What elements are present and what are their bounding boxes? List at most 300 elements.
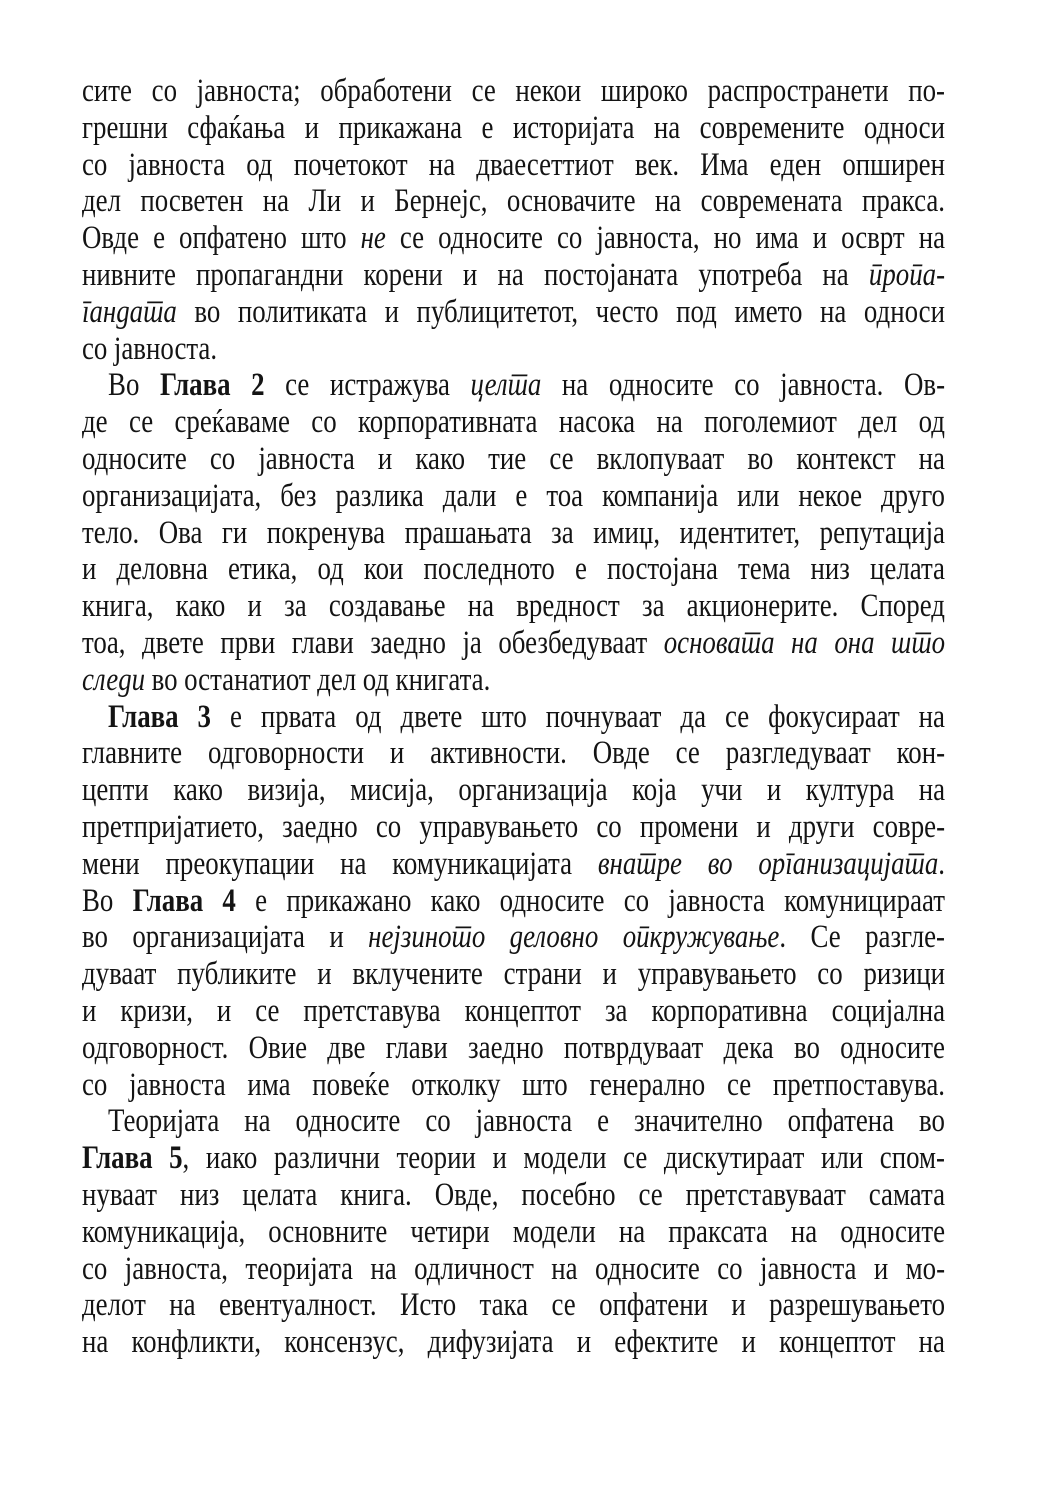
word: и: [389, 735, 405, 772]
word: тема: [738, 551, 791, 588]
word: дел: [858, 404, 898, 441]
word: корени: [363, 256, 443, 293]
text-line: [82, 1324, 945, 1361]
word: на: [467, 588, 495, 625]
word: на: [244, 1103, 271, 1140]
word: на: [551, 1250, 578, 1287]
word: и: [576, 1324, 592, 1361]
word: и: [317, 956, 332, 993]
word: односите: [438, 220, 543, 257]
word: се: [638, 1176, 663, 1213]
word: по-: [908, 73, 946, 109]
word: публиките: [177, 956, 297, 993]
word: во: [82, 919, 108, 956]
word: век.: [634, 146, 680, 183]
word: она: [834, 624, 875, 661]
word: како: [430, 882, 481, 919]
word: вклучените: [352, 956, 483, 993]
word: пракса.: [862, 183, 946, 220]
word: нејзиното: [368, 919, 486, 956]
word: односите: [595, 1250, 700, 1287]
word: и: [82, 551, 97, 588]
word: и: [377, 440, 393, 477]
word: вредност: [516, 588, 620, 625]
word: етика,: [228, 551, 298, 588]
word: дифузијата: [427, 1324, 554, 1361]
word: кризи,: [120, 992, 193, 1029]
word: Глава: [132, 882, 204, 919]
word: обезбедуваат: [498, 624, 648, 661]
text-line: [82, 1214, 945, 1251]
word: разгле-: [865, 919, 946, 956]
word: ја: [462, 624, 482, 661]
word: глави: [385, 1029, 448, 1066]
word: за: [551, 514, 574, 551]
word: што: [891, 624, 946, 661]
word: и: [304, 109, 320, 146]
word: Според: [860, 588, 945, 625]
word: комуникацијата: [392, 845, 573, 882]
text-line: [82, 883, 945, 920]
word: на: [82, 1324, 109, 1361]
word: тоа: [546, 477, 584, 514]
text-line: [82, 956, 945, 993]
word: и: [247, 588, 262, 625]
word: Глава: [82, 1140, 153, 1177]
word: еден: [769, 146, 822, 183]
word: некои: [515, 73, 582, 109]
word: модели: [512, 1213, 596, 1250]
word: почнуваат: [545, 698, 662, 735]
word: е: [255, 882, 268, 919]
text-line: [82, 625, 945, 662]
word: опширен: [842, 146, 945, 183]
word: концептот: [464, 992, 581, 1029]
word: двете: [400, 698, 463, 735]
word: така: [479, 1287, 529, 1324]
word: се: [128, 404, 154, 441]
word: на: [656, 404, 683, 441]
word: со: [623, 882, 650, 919]
word: јавноста: [668, 882, 765, 919]
word: во: [151, 661, 178, 698]
word: посебно: [521, 1176, 616, 1213]
word: во: [194, 293, 221, 330]
word: тоа,: [82, 624, 126, 661]
word: на: [262, 183, 290, 220]
word: на: [340, 845, 367, 882]
word: односите: [840, 1213, 946, 1250]
text-line: [82, 699, 945, 736]
text-line: [82, 183, 945, 220]
word: е: [481, 109, 494, 146]
word: корпоративна: [651, 992, 808, 1029]
word: Глава: [160, 367, 231, 404]
text-line: [82, 367, 945, 404]
word: во: [747, 440, 774, 477]
word: на: [918, 698, 945, 735]
word: на: [918, 1324, 945, 1361]
text-line: [82, 257, 945, 294]
word: од: [355, 698, 382, 735]
word: вклопуваат: [596, 440, 725, 477]
word: дел: [82, 183, 122, 220]
word: на: [618, 1213, 646, 1250]
word: Во: [108, 367, 140, 404]
word: дека: [723, 1029, 774, 1066]
word: со: [734, 367, 760, 404]
word: односите: [608, 367, 714, 404]
word: на: [918, 440, 945, 477]
word: прикажана: [338, 109, 463, 146]
text-line: [82, 1177, 945, 1214]
word: компанија: [602, 477, 719, 514]
word: Има: [700, 146, 749, 183]
word: која: [632, 772, 677, 809]
word: јавноста.: [113, 330, 218, 367]
word: има: [247, 1066, 291, 1103]
word: ефектите: [614, 1324, 719, 1361]
word: Теоријата: [108, 1103, 220, 1140]
word: опфатено: [179, 220, 287, 257]
word: пропагандни: [196, 256, 344, 293]
word: покренува: [266, 514, 386, 551]
word: мени: [82, 845, 140, 882]
word: Овде: [592, 735, 650, 772]
word: отколку: [411, 1066, 501, 1103]
word: со: [82, 330, 108, 367]
word: цепти: [82, 772, 149, 809]
text-line: [82, 993, 945, 1030]
word: на: [169, 1287, 196, 1324]
text-line: [82, 551, 945, 588]
word: односи: [863, 109, 946, 146]
word: за: [641, 588, 665, 625]
word: самата: [868, 1176, 946, 1213]
word: создавање: [328, 588, 446, 625]
word: распространети: [707, 73, 889, 109]
word: акционерите.: [686, 588, 839, 625]
word: на: [820, 293, 847, 330]
word: учи: [701, 772, 743, 809]
word: и: [602, 956, 617, 993]
word: често: [595, 293, 659, 330]
paragraph: [82, 1103, 945, 1361]
word: со: [209, 440, 236, 477]
word: со: [82, 146, 108, 183]
word: од: [246, 146, 273, 183]
word: основните: [268, 1213, 388, 1250]
text-line: [82, 110, 945, 147]
text-line: [82, 515, 945, 552]
text-line: [82, 735, 945, 772]
text-line: [82, 1103, 945, 1140]
text-line: [82, 1251, 945, 1288]
word: или: [821, 1140, 864, 1177]
word: кон-: [896, 735, 946, 772]
word: и: [731, 1287, 746, 1324]
word: јавноста: [128, 146, 226, 183]
word: друго: [881, 477, 945, 514]
word: јавноста: [475, 1103, 573, 1140]
word: Глава: [108, 698, 179, 735]
word: Ов-: [903, 367, 946, 404]
word: Ова: [158, 514, 203, 551]
text-run: .: [779, 919, 787, 956]
word: односите: [82, 440, 187, 477]
word: на: [561, 367, 589, 404]
word: Овде,: [434, 1176, 499, 1213]
word: активности.: [430, 735, 567, 772]
text-line: [82, 588, 945, 625]
word: јавноста,: [124, 1250, 228, 1287]
word: други: [788, 808, 855, 845]
word: и: [741, 1324, 756, 1361]
word: што: [301, 220, 347, 257]
word: дали: [442, 477, 497, 514]
word: е: [597, 1103, 610, 1140]
text-line: [82, 1140, 945, 1177]
text-line: [82, 331, 945, 368]
word: контекст: [796, 440, 896, 477]
word: односите: [840, 1029, 945, 1066]
word: и: [384, 293, 400, 330]
text-line: [82, 220, 945, 257]
word: гандата: [82, 293, 177, 330]
word: и: [462, 256, 478, 293]
text-block: [82, 73, 945, 1361]
word: комуникација,: [82, 1213, 246, 1250]
word: истражува: [329, 367, 450, 404]
word: кои: [363, 551, 404, 588]
text-line: [82, 1067, 945, 1104]
word: се: [549, 440, 574, 477]
word: осврт: [841, 220, 905, 257]
word: на: [654, 183, 682, 220]
word: претставува: [303, 992, 441, 1029]
text-line: [82, 662, 945, 699]
word: модели: [523, 1140, 607, 1177]
word: дваесеттиот: [476, 146, 614, 183]
word: и: [766, 772, 782, 809]
word: претпоставува.: [772, 1066, 945, 1103]
word: прикажано: [286, 882, 412, 919]
word: 3: [197, 698, 211, 735]
word: одговорност.: [82, 1029, 229, 1066]
word: различни: [273, 1140, 380, 1177]
word: заедно: [282, 808, 358, 845]
word: идентитет,: [679, 514, 801, 551]
text-run: ,: [182, 1140, 190, 1177]
word: и: [873, 1250, 889, 1287]
word: јавноста.: [780, 367, 884, 404]
word: на: [918, 220, 946, 257]
word: на: [791, 624, 818, 661]
word: одличност: [414, 1250, 534, 1287]
word: две: [327, 1029, 366, 1066]
text-line: [82, 294, 945, 331]
word: публицитетот,: [416, 293, 579, 330]
word: Се: [810, 919, 841, 956]
word: низ: [180, 1176, 220, 1213]
word: и: [216, 992, 232, 1029]
word: јавноста: [129, 1066, 226, 1103]
word: сите: [82, 73, 132, 109]
word: во: [919, 1103, 945, 1140]
word: со: [375, 808, 402, 845]
word: опкружување.: [622, 919, 787, 956]
word: преокупации: [165, 845, 315, 882]
word: од: [362, 661, 390, 698]
word: претставуваат: [685, 1176, 846, 1213]
word: низ: [810, 551, 850, 588]
word: историјата: [512, 109, 635, 146]
word: потврдуваат: [563, 1029, 704, 1066]
word: и: [812, 220, 828, 257]
word: генерално: [589, 1066, 706, 1103]
word: на: [370, 1250, 397, 1287]
word: јавноста: [258, 440, 355, 477]
word: грешни: [82, 109, 168, 146]
word: Ли: [308, 183, 342, 220]
word: нивните: [82, 256, 176, 293]
word: прашањата: [404, 514, 532, 551]
word: од: [918, 404, 945, 441]
word: или: [737, 477, 780, 514]
word: корпоративната: [358, 404, 538, 441]
word: Овие: [248, 1029, 308, 1066]
word: главните: [82, 735, 183, 772]
word: концептот: [779, 1324, 896, 1361]
word: разлика: [335, 477, 424, 514]
word: со: [817, 956, 843, 993]
word: мисија,: [350, 772, 434, 809]
word: управувањето: [637, 956, 797, 993]
word: што: [481, 698, 527, 735]
text-line: [82, 919, 945, 956]
word: фокусираат: [768, 698, 900, 735]
word: промени: [639, 808, 739, 845]
word: политиката: [237, 293, 368, 330]
word: да: [680, 698, 706, 735]
word: Во: [82, 882, 114, 919]
word: со: [556, 220, 583, 257]
word: и: [329, 919, 344, 956]
word: сфаќања: [187, 109, 286, 146]
word: организација: [458, 772, 608, 809]
word: се: [726, 1066, 752, 1103]
word: совре-: [872, 808, 946, 845]
word: во: [793, 1029, 820, 1066]
word: се: [623, 1140, 648, 1177]
paragraph: [82, 699, 945, 1104]
word: под: [676, 293, 717, 330]
word: теории: [396, 1140, 476, 1177]
word: јавноста,: [596, 220, 700, 257]
word: е: [574, 551, 587, 588]
paragraph: [82, 367, 945, 698]
word: организацијата.: [758, 845, 946, 882]
text-line: [82, 1030, 945, 1067]
word: со: [82, 1066, 108, 1103]
word: тие: [488, 440, 527, 477]
word: социјална: [831, 992, 946, 1029]
word: за: [604, 992, 628, 1029]
word: репутација: [819, 514, 945, 551]
word: и: [82, 992, 97, 1029]
word: посветен: [140, 183, 244, 220]
word: евентуалност.: [218, 1287, 377, 1324]
word: мо-: [905, 1250, 946, 1287]
word: организацијата,: [82, 477, 262, 514]
word: книга,: [82, 588, 154, 625]
word: од: [317, 551, 344, 588]
word: јавноста;: [196, 73, 301, 109]
word: де: [82, 404, 108, 441]
word: ги: [221, 514, 248, 551]
word: со: [717, 1250, 743, 1287]
word: односите: [499, 882, 605, 919]
word: се: [675, 735, 700, 772]
word: името: [734, 293, 803, 330]
word: Овде: [82, 220, 140, 257]
word: дискутираат: [663, 1140, 805, 1177]
word: со: [151, 73, 178, 109]
word: праксата: [668, 1213, 768, 1250]
word: пропа-: [868, 256, 946, 293]
word: основачите: [506, 183, 636, 220]
word: се: [471, 73, 496, 109]
word: со: [425, 1103, 451, 1140]
word: со: [596, 808, 622, 845]
word: како: [173, 772, 223, 809]
word: 2: [251, 367, 265, 404]
word: и: [360, 183, 375, 220]
word: односи: [863, 293, 946, 330]
word: постојаната: [543, 256, 679, 293]
word: како: [175, 588, 226, 625]
word: деловна: [116, 551, 208, 588]
word: значително: [634, 1103, 763, 1140]
word: поголемиот: [704, 404, 837, 441]
word: е: [229, 698, 242, 735]
word: јавноста: [759, 1250, 857, 1287]
word: современите: [699, 109, 845, 146]
word: целта: [470, 367, 542, 404]
text-run: .: [938, 845, 946, 882]
word: ризици: [863, 956, 946, 993]
word: среќаваме: [174, 404, 290, 441]
word: внатре: [597, 845, 682, 882]
word: останатиот: [184, 661, 311, 698]
word: имиџ,: [593, 514, 661, 551]
word: консензус,: [284, 1324, 405, 1361]
word: комуницираат: [784, 882, 946, 919]
text-line: [82, 441, 945, 478]
word: почетокот: [293, 146, 408, 183]
word: не: [360, 220, 386, 257]
text-line: [82, 772, 945, 809]
paragraph: [82, 73, 945, 367]
word: насока: [558, 404, 636, 441]
word: на: [790, 1213, 818, 1250]
word: разгледуваат: [725, 735, 871, 772]
word: се: [724, 698, 750, 735]
word: целата: [242, 1176, 318, 1213]
word: се: [399, 220, 425, 257]
word: теоријата: [245, 1250, 353, 1287]
word: дуваат: [82, 956, 157, 993]
